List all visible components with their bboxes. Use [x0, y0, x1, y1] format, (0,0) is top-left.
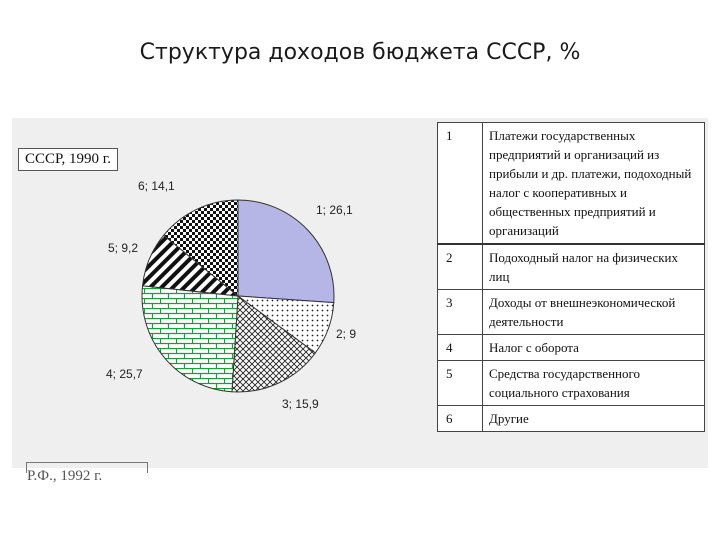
slice-data-label-6: 6; 14,1	[138, 179, 175, 193]
legend-row	[438, 123, 705, 245]
slide-title: Структура доходов бюджета СССР, %	[139, 40, 581, 65]
legend-number: 1	[438, 123, 483, 245]
legend-number: 3	[438, 290, 483, 335]
legend-text: Подоходный налог на физических лиц	[483, 244, 705, 290]
legend-table	[437, 122, 705, 432]
slice-data-label-4: 4; 25,7	[106, 367, 143, 381]
legend-row	[438, 406, 705, 432]
legend-number: 4	[438, 335, 483, 361]
slice-data-label-5: 5; 9,2	[108, 241, 139, 255]
legend-row	[438, 361, 705, 406]
chart-title-box: СССР, 1990 г.	[18, 148, 118, 171]
legend-row	[438, 335, 705, 361]
legend-number: 5	[438, 361, 483, 406]
legend-number: 2	[438, 244, 483, 290]
legend-text: Доходы от внешнеэкономической деятельности	[483, 290, 705, 335]
legend-row	[438, 290, 705, 335]
legend-text: Налог с оборота	[483, 335, 705, 361]
legend-text: Другие	[483, 406, 705, 432]
slice-data-label-3: 3; 15,9	[282, 397, 319, 411]
legend-number: 6	[438, 406, 483, 432]
legend-text: Средства государственного социального страхования	[483, 361, 705, 406]
cut-off-region-label: Р.Ф., 1992 г.	[26, 462, 148, 473]
slice-data-label-2: 2; 9	[336, 327, 357, 341]
legend-text: Платежи государственных предприятий и организаций из прибыли и др. платежи, подоходный налог с кооперативных и общественных предприятий и организаций	[483, 123, 705, 245]
slice-data-label-1: 1; 26,1	[316, 203, 353, 217]
pie-slice-4	[142, 286, 238, 392]
legend-row	[438, 244, 705, 290]
